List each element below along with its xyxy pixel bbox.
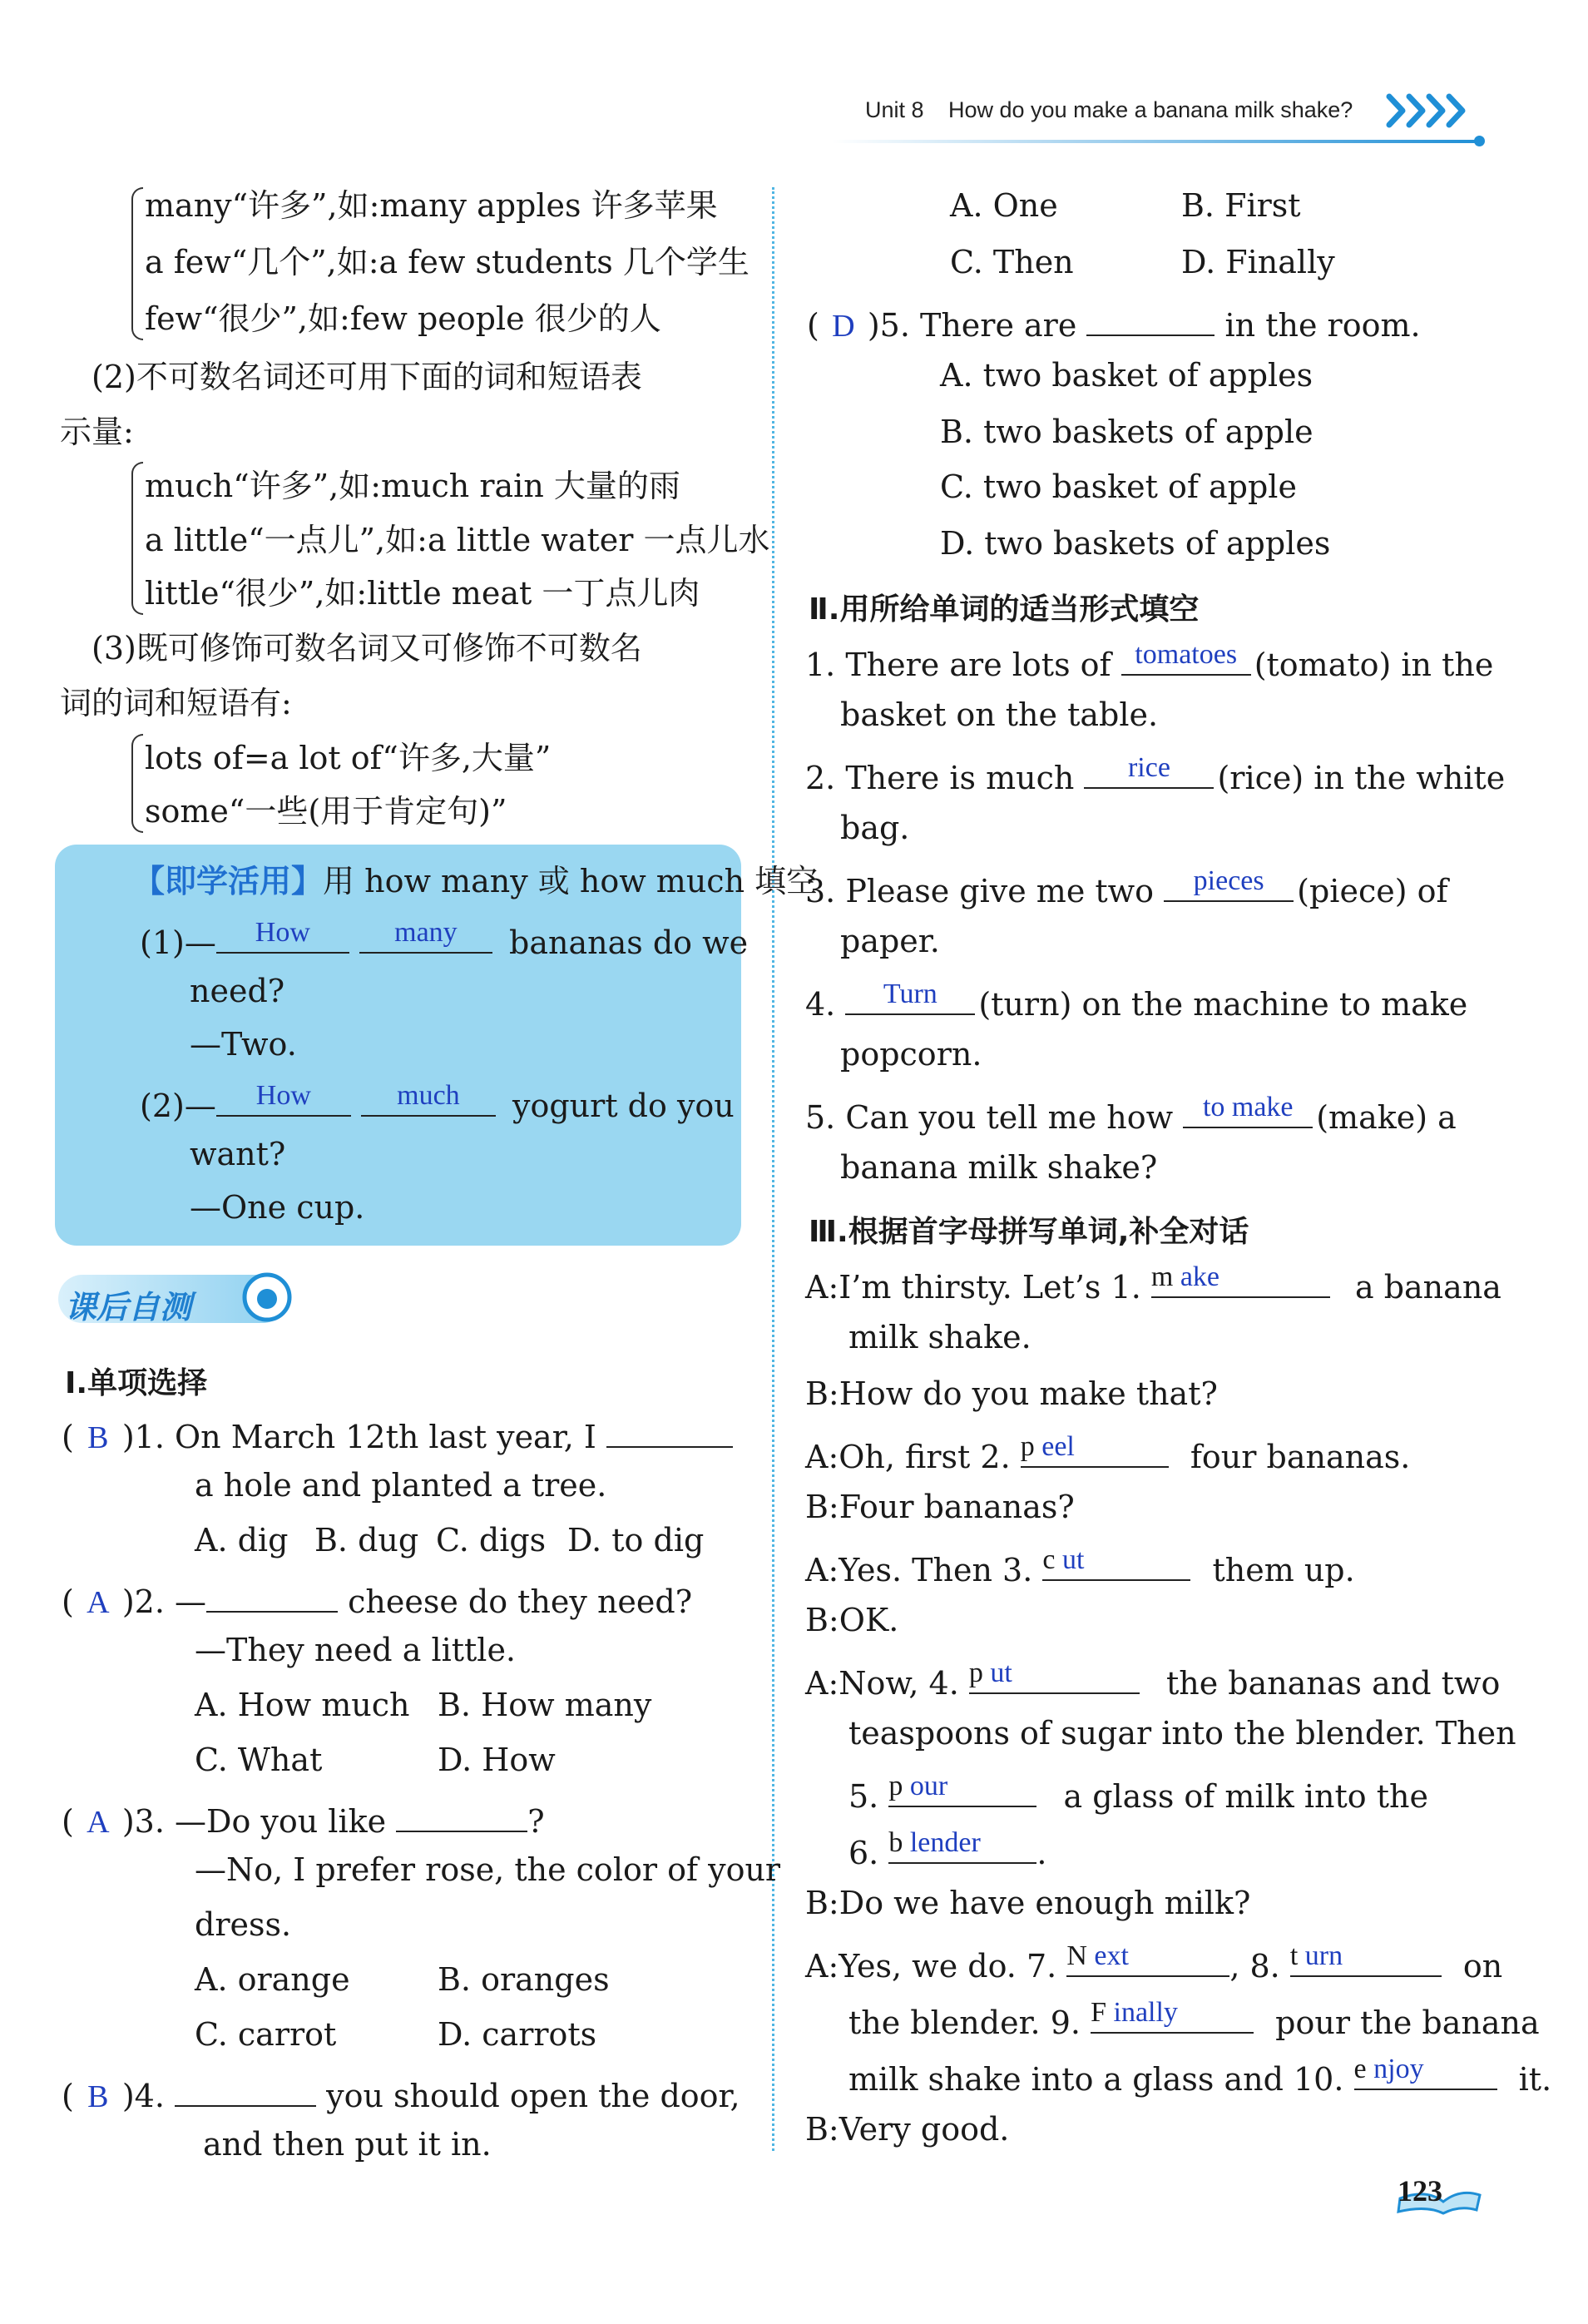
fill-5-pre: 5. Can you tell me how [805, 1099, 1174, 1136]
dialog-14b: pour the banana [1275, 2004, 1540, 2041]
q5-line1a: )5. There are [867, 307, 1077, 344]
dialog-blank-5-answer: our [909, 1771, 948, 1801]
fill-1-answer: tomatoes [1135, 639, 1238, 670]
fill-5-blank[interactable] [1183, 1092, 1313, 1128]
section3-title: Ⅲ.根据首字母拼写单词,补全对话 [809, 1215, 1249, 1249]
dialog-blank-7-answer: ext [1094, 1940, 1129, 1971]
q3-line1: )3. —Do you like [121, 1803, 387, 1840]
dialog-line-5: B:Four bananas? [805, 1489, 1075, 1525]
practice-q2-answer1: How [255, 1080, 311, 1111]
practice-q1-num: (1)— [140, 924, 216, 961]
practice-title-bracket: 【即学活用】 [133, 863, 324, 899]
q5-option-b: B. two baskets of apple [940, 414, 1313, 450]
brace-3 [131, 734, 143, 833]
q5-option-d: D. two baskets of apples [940, 525, 1331, 562]
dialog-13a: A:Yes, we do. 7. [805, 1948, 1057, 1985]
dialog-blank-8-text [1290, 1942, 1442, 1970]
q3-option-b: B. oranges [438, 1961, 610, 1998]
dialog-blank-2-answer: eel [1041, 1431, 1075, 1462]
q1-option-a: A. dig [195, 1522, 289, 1558]
dialog-blank-3-text [1042, 1546, 1190, 1574]
practice-q2-answer2: much [397, 1080, 460, 1111]
dialog-blank-8-answer: urn [1304, 1940, 1343, 1971]
q1-option-c: C. digs [436, 1522, 547, 1558]
list2-item-1: much“许多”,如:much rain 大量的雨 [145, 468, 680, 504]
practice-q1 [140, 917, 749, 961]
list2-item-2: a little“一点儿”,如:a little water 一点儿水 [145, 522, 770, 558]
dialog-blank-4-text [969, 1659, 1140, 1687]
practice-q1-line2: need? [190, 973, 285, 1009]
dialog-blank-3[interactable] [1042, 1544, 1190, 1581]
q2-option-a: A. How much [195, 1687, 410, 1723]
q1-line2: a hole and planted a tree. [195, 1467, 607, 1504]
dialog-1a: A:I’m thirsty. Let’s 1. [805, 1269, 1141, 1306]
practice-title [133, 865, 818, 897]
dialog-blank-4-letter: p [968, 1658, 983, 1688]
dialog-1b: a banana [1354, 1269, 1501, 1306]
q4-option-b: B. First [1181, 187, 1301, 224]
dialog-line-4 [805, 1431, 1411, 1475]
section2-title: Ⅱ.用所给单词的适当形式填空 [809, 592, 1200, 627]
after-class-label: 课后自测 [65, 1289, 192, 1326]
dialog-line-1 [805, 1261, 1501, 1306]
dialog-blank-9-letter: F [1091, 1997, 1106, 2028]
fill-4-post: (turn) on the machine to make [978, 986, 1468, 1023]
q2-option-b: B. How many [438, 1687, 652, 1723]
dialog-6b: them up. [1212, 1552, 1355, 1588]
q5-option-c: C. two basket of apple [940, 468, 1297, 505]
list3-item-1: lots of=a lot of“许多,大量” [145, 740, 552, 776]
dialog-line-7: B:OK. [805, 1602, 899, 1638]
dialog-line-14 [848, 1997, 1540, 2041]
brace-2 [131, 462, 143, 615]
list3-item-2: some“一些(用于肯定句)” [145, 793, 507, 830]
dialog-blank-7[interactable] [1066, 1940, 1229, 1977]
q3-line1-end: ? [527, 1803, 545, 1840]
q4-option-c: C. Then [950, 244, 1074, 280]
fill-3 [805, 865, 1448, 909]
dialog-blank-8-letter: t [1289, 1940, 1299, 1971]
q1-blank[interactable] [606, 1415, 733, 1448]
dialog-blank-6-answer: lender [909, 1827, 981, 1858]
practice-q2-blank2[interactable] [361, 1080, 496, 1117]
fill-2-line2: bag. [840, 810, 910, 846]
dialog-6a: A:Yes. Then 3. [805, 1552, 1033, 1588]
dialog-line-3: B:How do you make that? [805, 1375, 1218, 1412]
fill-4-answer: Turn [883, 979, 937, 1009]
dialog-blank-3-letter: c [1042, 1544, 1056, 1575]
practice-box [55, 845, 741, 1246]
page-number: 123 [1398, 2174, 1442, 2208]
dialog-line-16: B:Very good. [805, 2111, 1010, 2148]
dialog-blank-5-letter: p [888, 1771, 903, 1801]
header-title: How do you make a banana milk shake? [948, 97, 1353, 122]
practice-q2 [140, 1080, 735, 1124]
header-unit: Unit 8 [865, 97, 924, 122]
q4-option-a: A. One [950, 187, 1058, 224]
q4-line1a: )4. [121, 2078, 165, 2114]
fill-2-answer: rice [1127, 752, 1170, 783]
fill-4-pre: 4. [805, 986, 836, 1023]
q1-option-b: B. dug [314, 1522, 419, 1558]
dialog-14a: the blender. 9. [848, 2004, 1081, 2041]
practice-q2-reply: —One cup. [190, 1189, 365, 1226]
q5-blank[interactable] [1086, 303, 1214, 336]
q2-stem: ( A )2. — cheese do they need? [62, 1579, 692, 1618]
practice-q1-answer2: many [394, 917, 458, 948]
dialog-4a: A:Oh, first 2. [805, 1439, 1011, 1475]
q5-option-a: A. two basket of apples [940, 357, 1313, 394]
header-rule-dot [1474, 136, 1485, 146]
fill-4-blank[interactable] [845, 979, 975, 1015]
q2-line1b: cheese do they need? [348, 1583, 693, 1620]
q4-line1b: you should open the door, [326, 2078, 740, 2114]
q2-answer: A [87, 1585, 110, 1620]
header-chevrons-icon [1381, 85, 1489, 136]
practice-q2-tail: yogurt do you [512, 1088, 735, 1124]
q3-option-c: C. carrot [195, 2016, 337, 2053]
dialog-10a: 5. [848, 1778, 879, 1815]
q1-option-d: D. to dig [567, 1522, 705, 1558]
fill-3-line2: paper. [840, 923, 940, 959]
dialog-blank-1-answer: ake [1180, 1261, 1220, 1292]
fill-2-post: (rice) in the white [1217, 760, 1506, 796]
q3-stem: ( A )3. —Do you like ? [62, 1799, 545, 1838]
dialog-11b: . [1036, 1835, 1047, 1871]
fill-3-post: (piece) of [1297, 873, 1448, 909]
q3-line2: —No, I prefer rose, the color of your [195, 1851, 781, 1888]
fill-1-pre: 1. There are lots of [805, 647, 1111, 683]
fill-2 [805, 752, 1506, 796]
practice-q1-blank1[interactable] [216, 917, 349, 954]
dialog-13b: , 8. [1229, 1948, 1280, 1985]
q2-line2: —They need a little. [195, 1632, 517, 1668]
dialog-line-2: milk shake. [848, 1319, 1031, 1355]
fill-3-blank[interactable] [1164, 865, 1294, 902]
q5-line1b: in the room. [1224, 307, 1421, 344]
q3-line3: dress. [195, 1906, 292, 1943]
q1-answer: B [87, 1420, 109, 1455]
practice-q1-blank2[interactable] [359, 917, 492, 954]
q4-stem: ( B )4. you should open the door, [62, 2074, 740, 2113]
para3-line1: (3)既可修饰可数名词又可修饰不可数名 [92, 630, 642, 666]
dialog-blank-9[interactable] [1091, 1997, 1254, 2034]
dialog-blank-4[interactable] [968, 1658, 1140, 1694]
fill-2-blank[interactable] [1084, 752, 1214, 789]
list1-item-3: few“很少”,如:few people 很少的人 [145, 300, 661, 337]
practice-title-text: 用 how many 或 how much 填空 [323, 863, 819, 899]
q4-answer: B [87, 2079, 109, 2114]
practice-q1-tail: bananas do we [509, 924, 749, 961]
fill-1-line2: basket on the table. [840, 696, 1159, 733]
dialog-blank-2[interactable] [1020, 1431, 1169, 1468]
section1-title: Ⅰ.单项选择 [65, 1366, 208, 1400]
q4-blank[interactable] [175, 2074, 316, 2107]
dialog-blank-10-answer: njoy [1373, 2054, 1424, 2084]
dialog-blank-8[interactable] [1289, 1940, 1442, 1977]
dialog-11a: 6. [848, 1835, 879, 1871]
dialog-blank-9-answer: inally [1113, 1997, 1178, 2028]
fill-4 [805, 979, 1468, 1023]
dialog-blank-5-text [888, 1772, 1036, 1801]
q5-answer: D [832, 309, 855, 344]
dialog-blank-3-answer: ut [1061, 1544, 1085, 1575]
dialog-blank-10[interactable] [1353, 2054, 1497, 2090]
fill-4-line2: popcorn. [840, 1036, 982, 1073]
q2-option-d: D. How [438, 1742, 556, 1778]
q4-line2: and then put it in. [203, 2126, 492, 2163]
q2-blank[interactable] [206, 1579, 338, 1613]
dialog-blank-9-text [1091, 1999, 1254, 2027]
dialog-blank-10-text [1354, 2055, 1497, 2084]
q5-stem: ( D )5. There are in the room. [807, 303, 1421, 342]
dialog-line-11 [848, 1827, 1047, 1871]
dialog-15b: it. [1518, 2061, 1552, 2098]
after-class-badge-icon [241, 1271, 293, 1323]
dialog-blank-1-text [1151, 1263, 1330, 1291]
dialog-line-6 [805, 1544, 1355, 1588]
dialog-blank-1-letter: m [1150, 1261, 1174, 1292]
dialog-blank-5[interactable] [888, 1771, 1036, 1807]
q1-line1: )1. On March 12th last year, I [121, 1419, 596, 1455]
q3-option-a: A. orange [195, 1961, 350, 1998]
dialog-blank-4-answer: ut [990, 1658, 1012, 1688]
dialog-line-9: teaspoons of sugar into the blender. Then [848, 1715, 1516, 1752]
fill-2-pre: 2. There is much [805, 760, 1075, 796]
practice-q1-answer1: How [255, 917, 310, 948]
fill-1 [805, 639, 1494, 683]
dialog-blank-2-letter: p [1020, 1431, 1035, 1462]
q3-blank[interactable] [396, 1799, 527, 1832]
list2-item-3: little“很少”,如:little meat 一丁点儿肉 [145, 575, 700, 612]
header-rule [832, 140, 1481, 143]
dialog-8b: the bananas and two [1166, 1665, 1501, 1702]
fill-5-line2: banana milk shake? [840, 1149, 1158, 1186]
para3-line2: 词的词和短语有: [60, 685, 292, 721]
dialog-blank-2-text [1021, 1433, 1169, 1461]
dialog-line-15 [848, 2054, 1552, 2098]
practice-q2-blank1[interactable] [216, 1080, 351, 1117]
dialog-blank-7-letter: N [1066, 1940, 1087, 1971]
dialog-line-13 [805, 1940, 1503, 1985]
para2-line2: 示量: [60, 414, 134, 450]
fill-5-post: (make) a [1316, 1099, 1457, 1136]
q2-line1a: )2. — [121, 1583, 206, 1620]
practice-q1-reply: —Two. [190, 1026, 297, 1063]
fill-1-post: (tomato) in the [1254, 647, 1494, 683]
practice-q2-line2: want? [190, 1136, 286, 1172]
dialog-blank-7-text [1066, 1942, 1229, 1970]
fill-3-answer: pieces [1193, 865, 1264, 896]
fill-1-blank[interactable] [1121, 639, 1251, 676]
dialog-line-10 [848, 1771, 1428, 1815]
dialog-blank-6-text [888, 1829, 1036, 1857]
dialog-blank-6[interactable] [888, 1827, 1036, 1864]
dialog-blank-6-letter: b [888, 1827, 903, 1858]
para2-line1: (2)不可数名词还可用下面的词和短语表 [92, 359, 642, 395]
dialog-line-12: B:Do we have enough milk? [805, 1885, 1251, 1921]
dialog-8a: A:Now, 4. [805, 1665, 959, 1702]
dialog-15a: milk shake into a glass and 10. [848, 2061, 1344, 2098]
dialog-4b: four bananas. [1190, 1439, 1411, 1475]
list1-item-1: many“许多”,如:many apples 许多苹果 [145, 187, 718, 224]
practice-q2-num: (2)— [140, 1088, 216, 1124]
fill-5 [805, 1092, 1457, 1136]
q3-option-d: D. carrots [438, 2016, 597, 2053]
fill-5-answer: to make [1202, 1092, 1294, 1122]
fill-3-pre: 3. Please give me two [805, 873, 1155, 909]
list1-item-2: a few“几个”,如:a few students 几个学生 [145, 244, 749, 280]
dialog-10b: a glass of milk into the [1063, 1778, 1428, 1815]
q3-answer: A [87, 1805, 110, 1840]
q2-option-c: C. What [195, 1742, 323, 1778]
dialog-blank-1[interactable] [1150, 1261, 1330, 1298]
brace-1 [131, 187, 143, 340]
q4-option-d: D. Finally [1181, 244, 1335, 280]
dialog-line-8 [805, 1658, 1501, 1702]
dialog-13c: on [1462, 1948, 1503, 1985]
dialog-blank-10-letter: e [1353, 2054, 1367, 2084]
q1-stem: ( B )1. On March 12th last year, I [62, 1415, 733, 1454]
